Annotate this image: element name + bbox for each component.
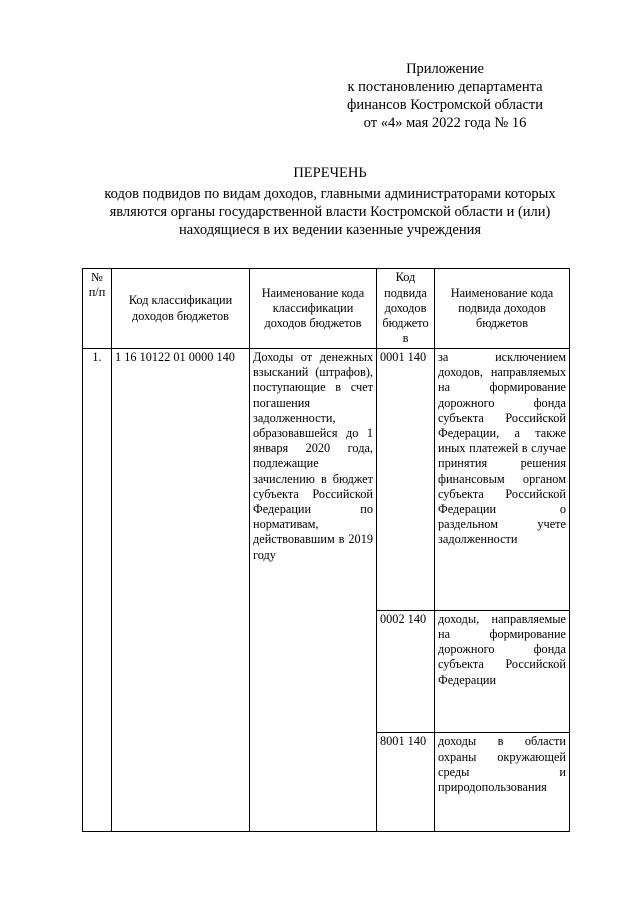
appendix-resolution: к постановлению департамента <box>347 79 543 95</box>
appendix-date-number: от «4» мая 2022 года № 16 <box>363 115 527 131</box>
table-row <box>83 349 570 611</box>
header-subtype-code-name: Наименование кода подвида доходов бюджетов <box>435 269 570 349</box>
subcodes-table <box>82 268 570 832</box>
document-subtitle-line-2: являются органы государственной власти Костромской области и (или) <box>109 204 551 220</box>
header-subtype-code: Код подвида доходов бюджето в <box>377 269 435 349</box>
subrow-code: 8001 140 <box>377 733 435 832</box>
document-heading <box>60 164 600 239</box>
row-classification-code-name: Доходы от денежных взысканий (штрафов), поступающие в счет погашения задолженности, образовавшейся до 1 января 2020 года, подлежащие зачислению в бюджет субъекта Российской Федерации по нормативам, действовавшим в 2019 году <box>250 349 377 832</box>
appendix-department: финансов Костромской области <box>346 97 544 113</box>
header-classification-code-name: Наименование кода классификации доходов бюджетов <box>250 269 377 349</box>
row-classification-code: 1 16 10122 01 0000 140 <box>112 349 250 832</box>
subrow-code: 0002 140 <box>377 610 435 733</box>
table-header-row <box>83 269 570 349</box>
subrow-name: за исключением доходов, направляемых на формирование дорожного фонда субъекта Российской Федерации, а также иных платежей в случае принятия решения финансовым органом субъекта Российской Федерации о раздельном учете задолженности <box>435 349 570 611</box>
subrow-name: доходы, направляемые на формирование дорожного фонда субъекта Российской Федерации <box>435 610 570 733</box>
document-subtitle-line-3: находящиеся в их ведении казенные учреждения <box>178 222 482 238</box>
appendix-block <box>330 60 560 132</box>
subrow-name: доходы в области охраны окружающей среды и природопользования <box>435 733 570 832</box>
row-number: 1. <box>83 349 112 832</box>
appendix-title: Приложение <box>406 61 484 77</box>
subrow-code: 0001 140 <box>377 349 435 611</box>
document-subtitle-line-1: кодов подвидов по видам доходов, главными администраторами которых <box>104 186 556 202</box>
document-title: ПЕРЕЧЕНЬ <box>293 165 367 181</box>
header-number: № п/п <box>83 269 112 349</box>
header-classification-code: Код классификации доходов бюджетов <box>112 269 250 349</box>
